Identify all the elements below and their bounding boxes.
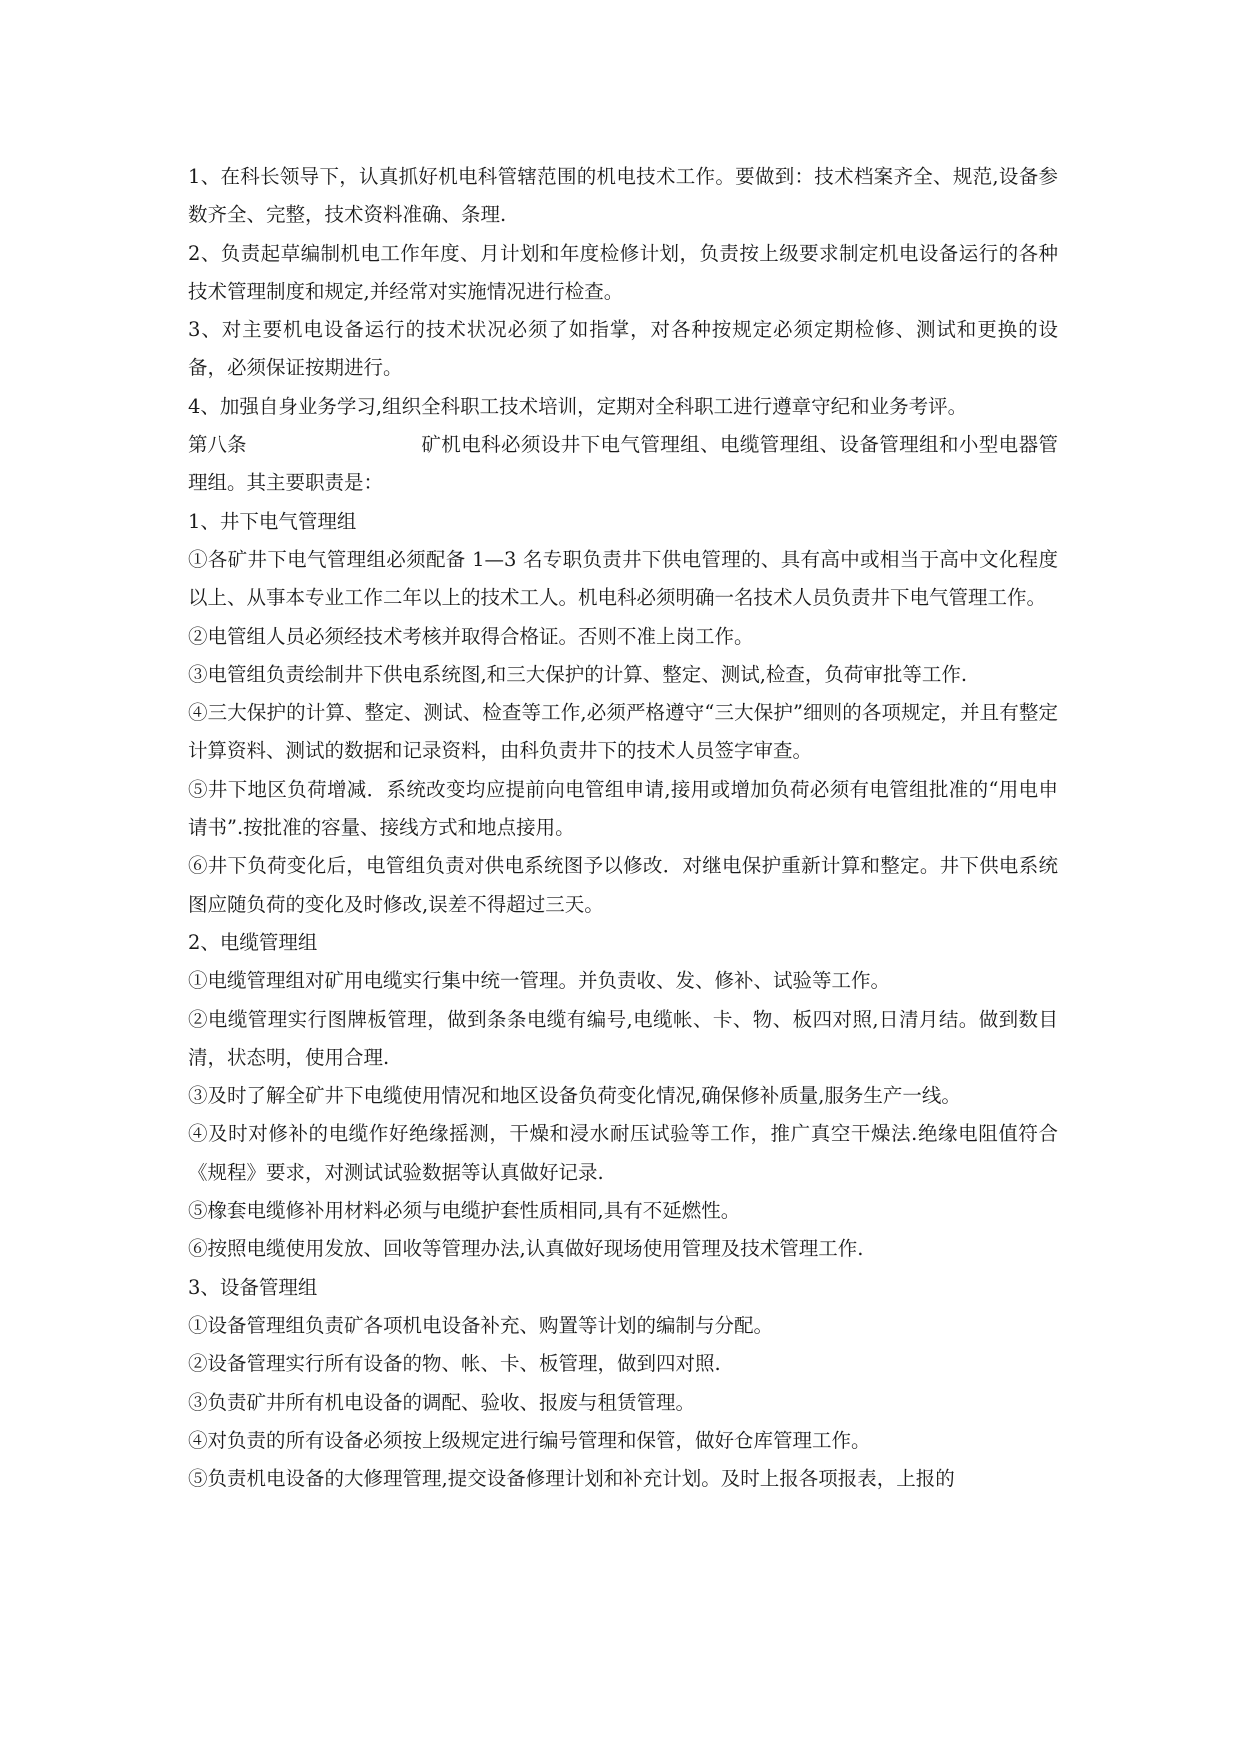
paragraph: ④及时对修补的电缆作好绝缘摇测，干燥和浸水耐压试验等工作，推广真空干燥法.绝缘电阻值符合《规程》要求，对测试试验数据等认真做好记录. [188, 1122, 1058, 1184]
paragraph: ⑥按照电缆使用发放、回收等管理办法,认真做好现场使用管理及技术管理工作. [188, 1237, 864, 1261]
paragraph: ①设备管理组负责矿各项机电设备补充、购置等计划的编制与分配。 [188, 1313, 774, 1337]
paragraph: ③电管组负责绘制井下供电系统图,和三大保护的计算、整定、测试,检查，负荷审批等工作. [188, 662, 968, 686]
paragraph: ⑤井下地区负荷增减．系统改变均应提前向电管组申请,接用或增加负荷必须有电管组批准的“用电申请书”.按批准的容量、接线方式和地点接用。 [188, 777, 1058, 840]
paragraph: ①电缆管理组对矿用电缆实行集中统一管理。并负责收、发、修补、试验等工作。 [188, 969, 891, 993]
paragraph: ④对负责的所有设备必须按上级规定进行编号管理和保管，做好仓库管理工作。 [188, 1428, 871, 1452]
article-text: 矿机电科必须设井下电气管理组、电缆管理组、设备管理组和小型电器管理组。其主要职责是： [188, 433, 1058, 495]
section-heading: 1、井下电气管理组 [188, 509, 357, 533]
section-heading: 2、电缆管理组 [188, 930, 318, 954]
paragraph: 3、对主要机电设备运行的技术状况必须了如指掌，对各种按规定必须定期检修、测试和更换的设备，必须保证按期进行。 [188, 318, 1058, 380]
document-body [188, 158, 1058, 1498]
paragraph: ⑥井下负荷变化后，电管组负责对供电系统图予以修改．对继电保护重新计算和整定。井下供电系统图应随负荷的变化及时修改,误差不得超过三天。 [188, 854, 1058, 916]
paragraph: ②电管组人员必须经技术考核并取得合格证。否则不准上岗工作。 [188, 624, 754, 648]
paragraph: ③及时了解全矿井下电缆使用情况和地区设备负荷变化情况,确保修补质量,服务生产一线。 [188, 1084, 961, 1108]
article-label: 第八条 [188, 433, 247, 457]
paragraph: 2、负责起草编制机电工作年度、月计划和年度检修计划，负责按上级要求制定机电设备运行的各种技术管理制度和规定,并经常对实施情况进行检查。 [188, 241, 1058, 303]
paragraph: ①各矿井下电气管理组必须配备 1—3 名专职负责井下供电管理的、具有高中或相当于高中文化程度以上、从事本专业工作二年以上的技术工人。机电科必须明确一名技术人员负责井下电气管理工作。 [188, 547, 1058, 610]
paragraph: 1、在科长领导下，认真抓好机电科管辖范围的机电技术工作。要做到：技术档案齐全、规范,设备参数齐全、完整，技术资料准确、条理. [188, 165, 1058, 227]
paragraph: ②设备管理实行所有设备的物、帐、卡、板管理，做到四对照. [188, 1352, 721, 1376]
paragraph: ④三大保护的计算、整定、测试、检查等工作,必须严格遵守“三大保护”细则的各项规定，并且有整定计算资料、测试的数据和记录资料，由科负责井下的技术人员签字审查。 [188, 701, 1058, 763]
paragraph: ②电缆管理实行图牌板管理，做到条条电缆有编号,电缆帐、卡、物、板四对照,日清月结。做到数目清，状态明，使用合理. [188, 1007, 1058, 1069]
paragraph: ③负责矿井所有机电设备的调配、验收、报废与租赁管理。 [188, 1390, 696, 1414]
paragraph: ⑤橡套电缆修补用材料必须与电缆护套性质相同,具有不延燃性。 [188, 1199, 741, 1223]
section-heading: 3、设备管理组 [188, 1275, 318, 1299]
paragraph: 4、加强自身业务学习,组织全科职工技术培训，定期对全科职工进行遵章守纪和业务考评。 [188, 394, 968, 418]
paragraph: ⑤负责机电设备的大修理管理,提交设备修理计划和补充计划。及时上报各项报表，上报的 [188, 1467, 955, 1491]
article-paragraph [188, 426, 1058, 503]
